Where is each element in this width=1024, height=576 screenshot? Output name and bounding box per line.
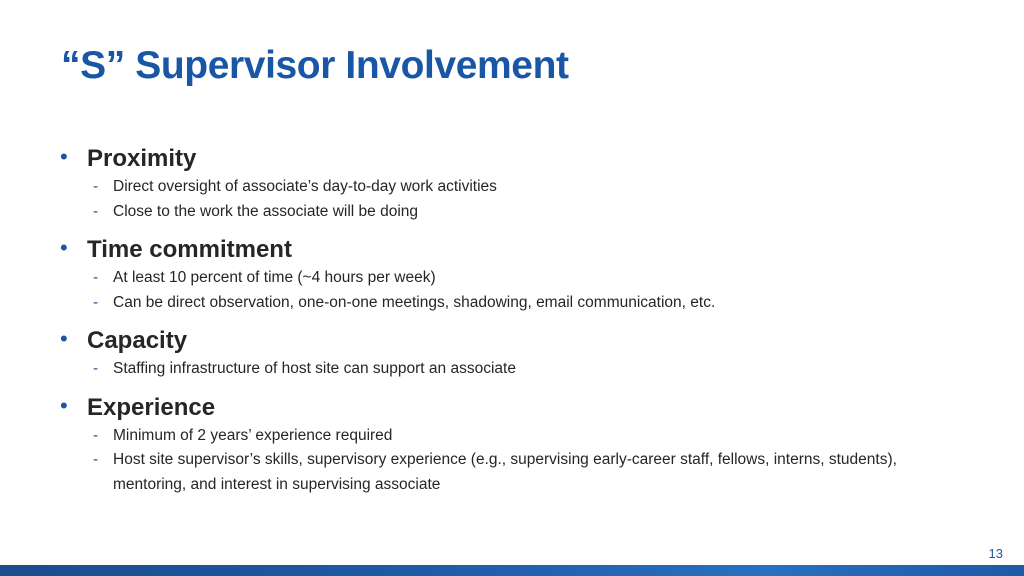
dash-icon: -	[93, 426, 99, 444]
sub-bullet-text: Minimum of 2 years’ experience required	[113, 426, 393, 444]
bullet-label: Time commitment	[87, 236, 292, 263]
footer-bar	[0, 565, 1024, 576]
dash-icon: -	[93, 360, 99, 377]
sub-bullet-text: Direct oversight of associate’s day-to-day work activities	[113, 178, 497, 195]
bullet-item-experience	[60, 392, 960, 498]
bullet-label: Proximity	[87, 145, 197, 172]
sub-bullet	[93, 266, 960, 291]
dash-icon: -	[93, 269, 99, 286]
sub-bullet	[93, 357, 960, 382]
bullet-label: Experience	[87, 393, 216, 421]
bullet-label: Capacity	[87, 327, 188, 354]
slide-title: “S” Supervisor Involvement	[61, 44, 569, 87]
dash-icon: -	[93, 293, 99, 311]
sub-bullet-text: At least 10 percent of time (~4 hours per week)	[113, 269, 436, 286]
bullet-icon: •	[60, 235, 68, 260]
page-number: 13	[988, 546, 1003, 561]
sub-bullet-text: Can be direct observation, one-on-one meetings, shadowing, email communication, etc.	[113, 293, 716, 311]
dash-icon: -	[93, 451, 99, 468]
sub-bullet-text: Staffing infrastructure of host site can support an associate	[113, 360, 516, 377]
sub-bullet	[93, 291, 960, 316]
bullet-list	[60, 143, 960, 507]
sub-bullet-text: Host site supervisor’s skills, supervisory experience (e.g., supervising early-career staff, fellows, interns, students), mentoring, and interest in supervising associate	[113, 451, 897, 493]
bullet-item-time-commitment	[60, 234, 960, 315]
bullet-icon: •	[60, 144, 68, 169]
bullet-item-capacity	[60, 325, 960, 382]
dash-icon: -	[93, 178, 99, 195]
sub-bullet	[93, 448, 960, 497]
bullet-icon: •	[60, 326, 68, 351]
bullet-icon: •	[60, 392, 68, 418]
bullet-item-proximity	[60, 143, 960, 224]
dash-icon: -	[93, 202, 99, 220]
sub-bullet	[93, 175, 960, 200]
sub-bullet	[93, 200, 960, 225]
sub-bullet	[93, 424, 960, 449]
sub-bullet-text: Close to the work the associate will be doing	[113, 202, 418, 220]
